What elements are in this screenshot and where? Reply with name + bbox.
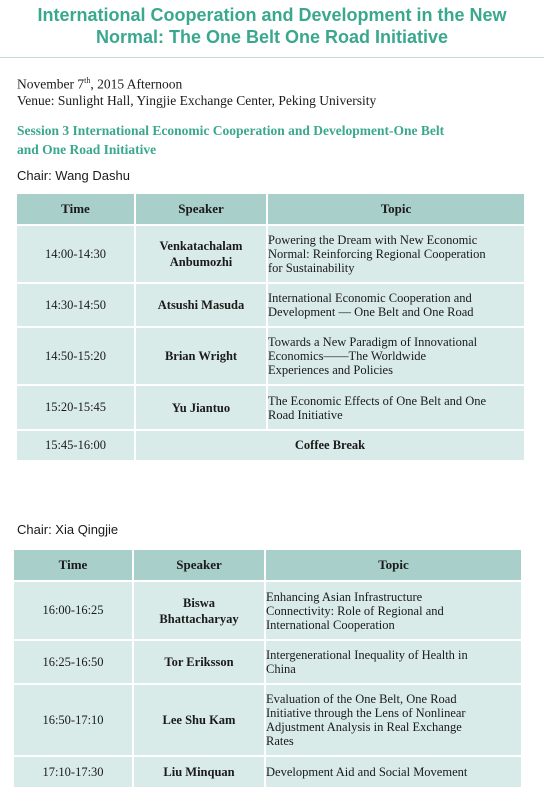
topic-line: Initiative through the Lens of Nonlinear [266,706,466,720]
table-row [14,685,521,755]
topic-line: Development — One Belt and One Road [268,305,474,319]
topic-line: Connectivity: Role of Regional and [266,603,444,618]
chair-xia: Chair: Xia Qingjie [17,522,119,537]
row-topic [266,757,521,787]
row-topic [268,284,524,326]
row-speaker [136,386,266,429]
topic-line: The Economic Effects of One Belt and One [268,393,487,408]
topic-line: Rates [266,734,294,748]
row-topic [266,641,521,683]
speaker-line: Yu Jiantuo [171,400,231,415]
topic-line: Towards a New Paradigm of Innovational [268,335,478,349]
header-time: Time [17,194,134,224]
schedule-table-1 [15,192,526,462]
speaker-line: Biswa [183,595,215,610]
row-speaker [134,582,264,639]
topic-line: Economics——The Worldwide [268,349,427,363]
table-row [17,226,524,282]
row-speaker [136,226,266,282]
row-time: 15:45-16:00 [17,431,134,460]
title-line-1: International Cooperation and Development in the New [37,5,507,25]
table-row [14,757,521,787]
speaker-line: Bhattacharyay [159,611,239,626]
row-topic [268,328,524,384]
header-time: Time [14,550,132,580]
row-time: 16:00-16:25 [14,582,132,639]
row-time: 16:50-17:10 [14,685,132,755]
speaker-line: Liu Minquan [163,765,235,779]
speaker-line: Lee Shu Kam [162,713,236,727]
topic-line: Enhancing Asian Infrastructure [266,589,423,604]
topic-line: Road Initiative [268,407,343,422]
speaker-line: Brian Wright [164,349,238,363]
topic-line: International Economic Cooperation and [268,291,472,305]
date-suffix: , 2015 Afternoon [90,76,183,92]
speaker-line: Anbumozhi [169,255,233,269]
venue-line: Venue: Sunlight Hall, Yingjie Exchange Center, Peking University [17,93,377,108]
header-speaker: Speaker [134,550,264,580]
table-row [14,582,521,639]
topic-line: Development Aid and Social Movement [266,765,468,779]
topic-line: Adjustment Analysis in Real Exchange [266,720,462,734]
topic-line: Evaluation of the One Belt, One Road [266,692,457,706]
topic-line: Intergenerational Inequality of Health in [266,648,468,662]
row-time: 16:25-16:50 [14,641,132,683]
row-topic [266,582,521,639]
title-line-2: Normal: The One Belt One Road Initiative [95,27,449,47]
speaker-line: Tor Eriksson [164,655,234,669]
speaker-line: Atsushi Masuda [157,298,245,312]
date-superscript: th [84,76,91,85]
header-topic: Topic [268,194,524,224]
row-topic [266,685,521,755]
row-speaker [134,641,264,683]
row-time: 14:00-14:30 [17,226,134,282]
row-time: 17:10-17:30 [14,757,132,787]
coffee-break-row [17,431,524,460]
row-speaker [136,328,266,384]
schedule-table-2 [12,548,523,789]
table-row [14,641,521,683]
title-divider [0,57,544,58]
row-topic [268,386,524,429]
row-topic [268,226,524,282]
date-prefix: November 7 [17,76,85,92]
header-topic: Topic [266,550,521,580]
table-header-row [17,194,524,224]
date-line [17,72,182,93]
row-time: 15:20-15:45 [17,386,134,429]
topic-line: China [266,662,296,676]
coffee-break-label: Coffee Break [136,431,524,460]
header-speaker: Speaker [136,194,266,224]
row-time: 14:50-15:20 [17,328,134,384]
table-header-row [14,550,521,580]
topic-line: Powering the Dream with New Economic [268,233,478,247]
topic-line: for Sustainability [268,261,355,275]
table-row [17,386,524,429]
topic-line: International Cooperation [266,617,395,632]
table-row [17,284,524,326]
session-title-line-1: Session 3 International Economic Cooperation and Development-One Belt [17,123,445,138]
chair-wang: Chair: Wang Dashu [17,168,130,183]
topic-line: Normal: Reinforcing Regional Cooperation [268,247,486,261]
session-title-line-2: and One Road Initiative [17,142,157,157]
document-title [0,4,544,48]
row-time: 14:30-14:50 [17,284,134,326]
table-row [17,328,524,384]
row-speaker [134,685,264,755]
row-speaker [136,284,266,326]
topic-line: Experiences and Policies [268,363,393,377]
session-title [17,121,532,159]
speaker-line: Venkatachalam [159,239,243,253]
row-speaker [134,757,264,787]
